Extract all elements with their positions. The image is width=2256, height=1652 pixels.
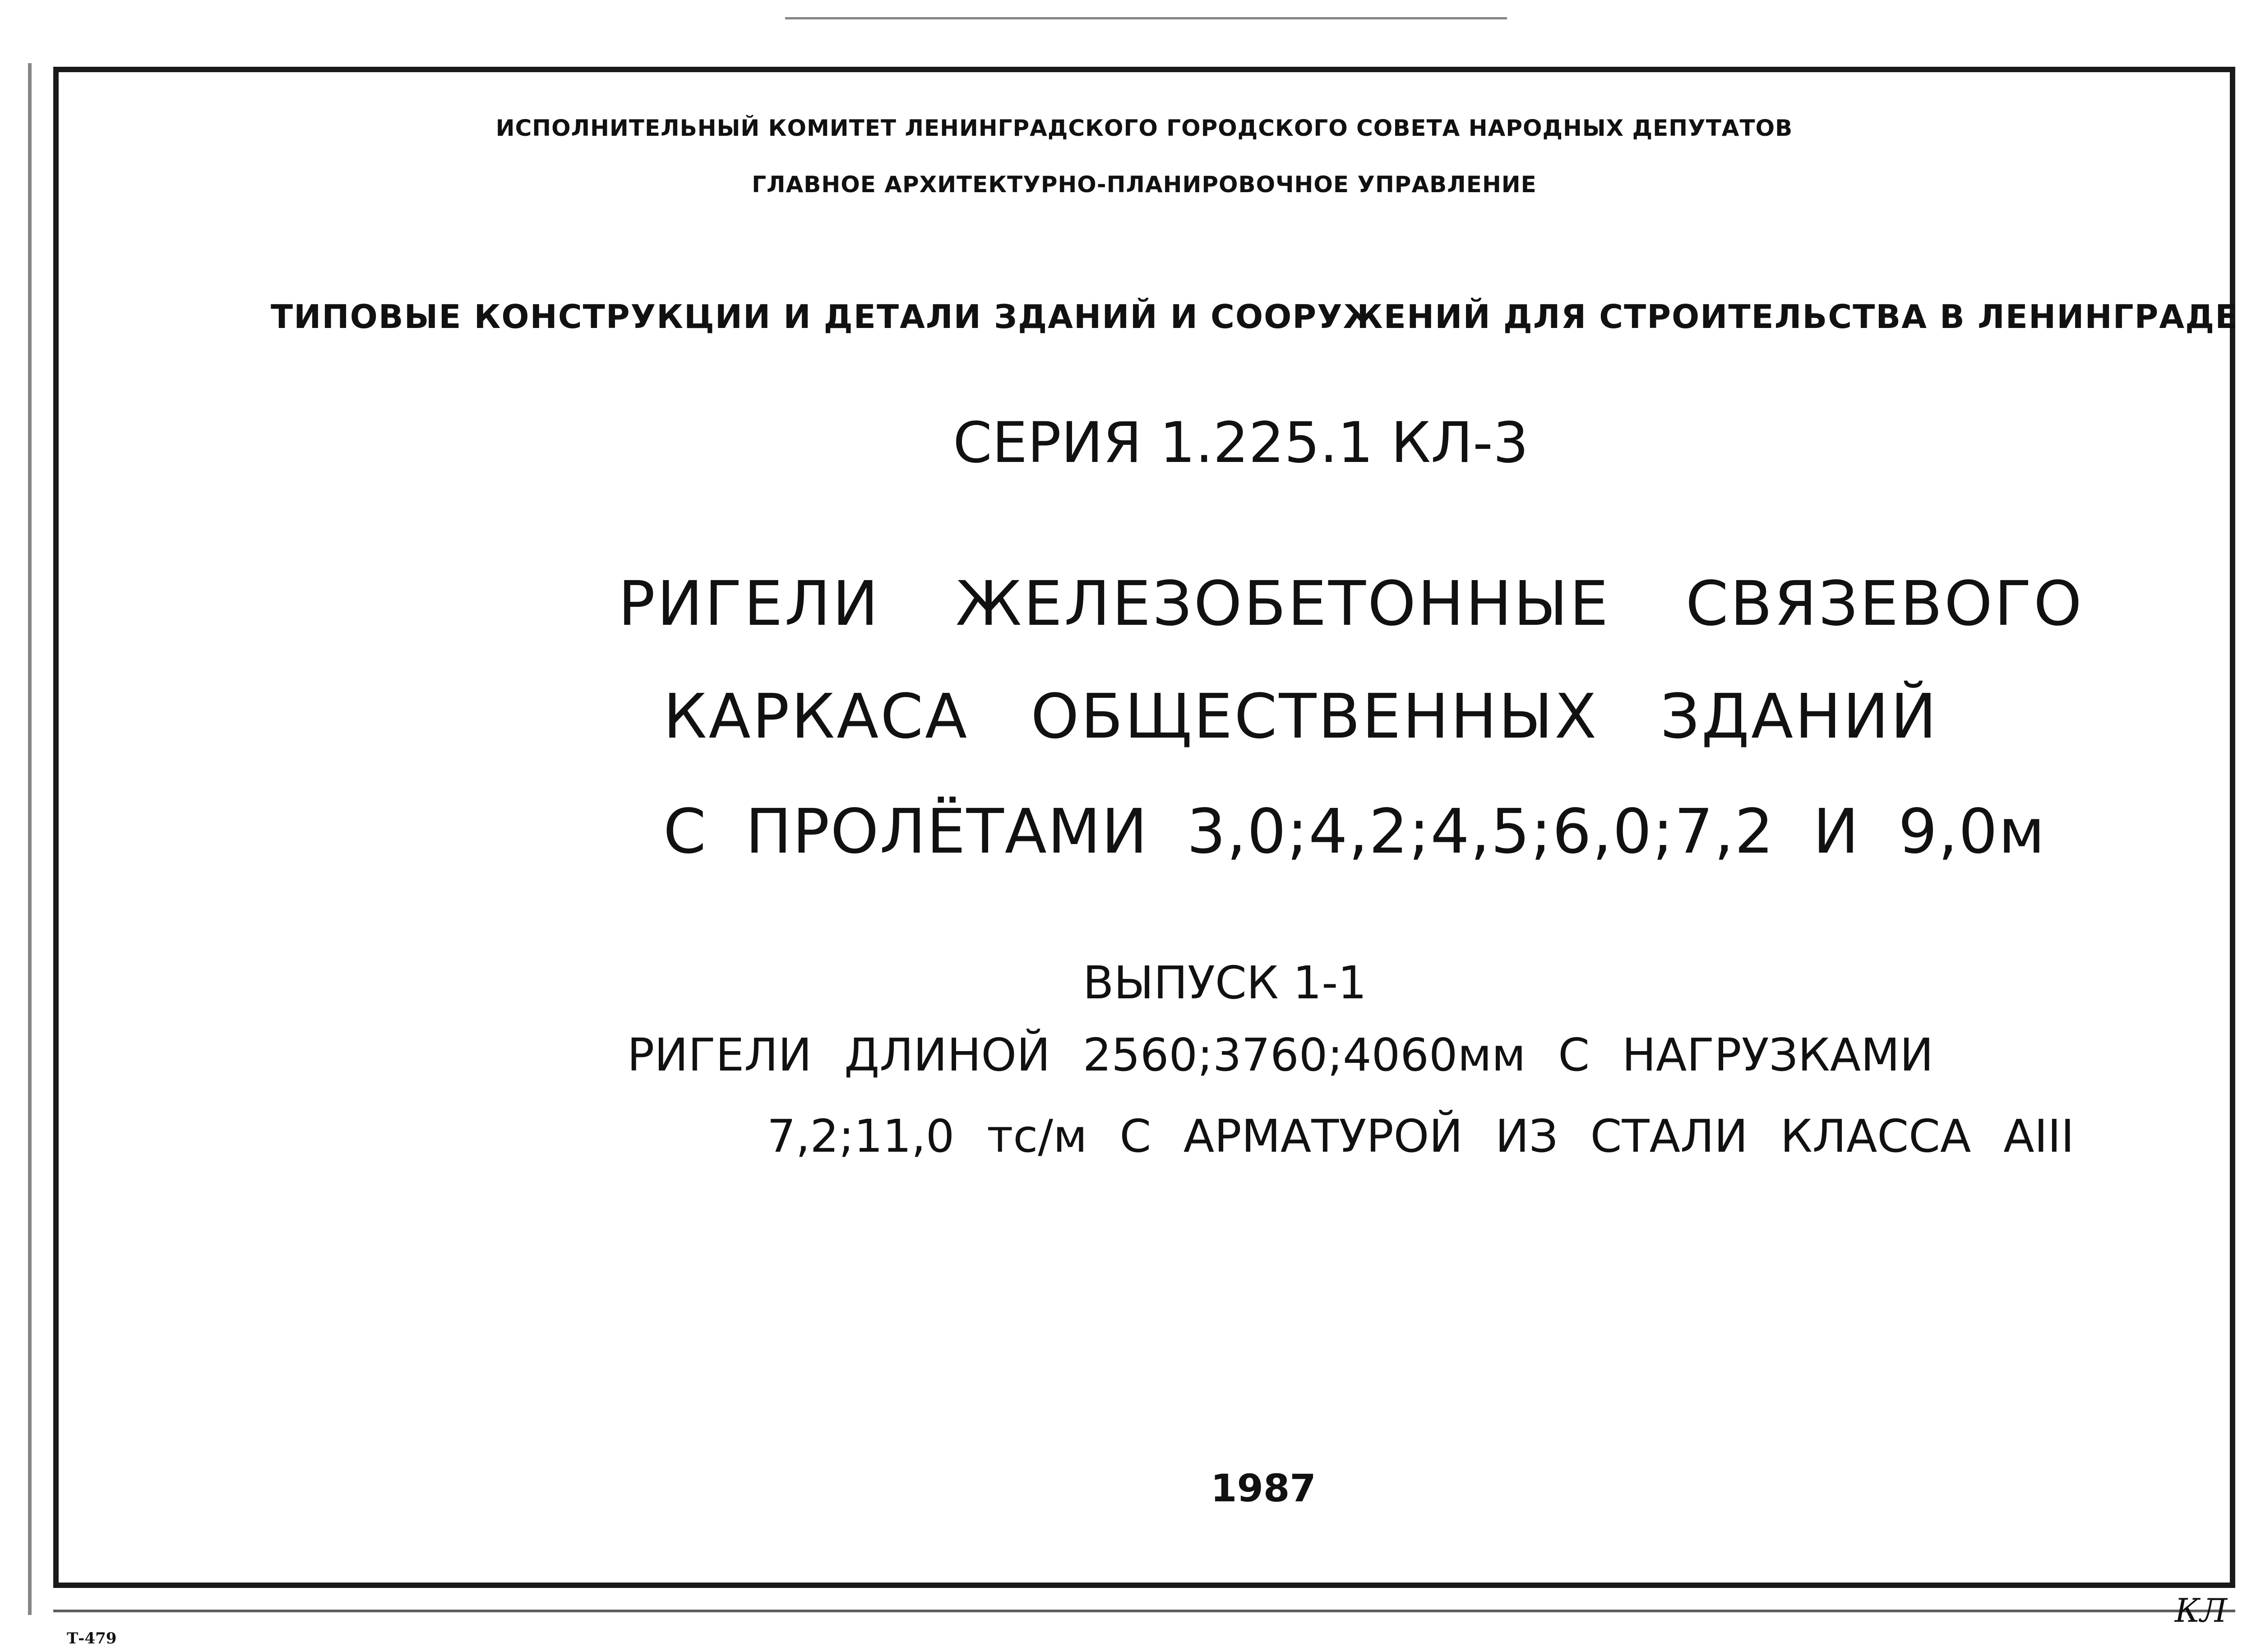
bottom-rule	[53, 1610, 2235, 1612]
left-binding-line	[28, 63, 32, 1615]
document-code: Т-479	[67, 1629, 117, 1647]
title-line-3: С ПРОЛЁТАМИ 3,0;4,2;4,5;6,0;7,2 И 9,0м	[663, 796, 2046, 868]
organization-line-2: ГЛАВНОЕ АРХИТЕКТУРНО-ПЛАНИРОВОЧНОЕ УПРАВЛЕНИЕ	[752, 171, 1537, 198]
top-edge-mark	[785, 17, 1507, 19]
document-header: ТИПОВЫЕ КОНСТРУКЦИИ И ДЕТАЛИ ЗДАНИЙ И СООРУЖЕНИЙ ДЛЯ СТРОИТЕЛЬСТВА В ЛЕНИНГРАДЕ	[271, 298, 2238, 336]
publication-year: 1987	[1211, 1466, 1316, 1510]
title-line-2: КАРКАСА ОБЩЕСТВЕННЫХ ЗДАНИЙ	[663, 681, 1938, 752]
issue-label: ВЫПУСК 1-1	[1083, 956, 1367, 1009]
issue-description-line-1: РИГЕЛИ ДЛИНОЙ 2560;3760;4060мм С НАГРУЗКАМИ	[627, 1029, 1934, 1081]
series-number: СЕРИЯ 1.225.1 КЛ-3	[953, 411, 1529, 475]
organization-line-1: ИСПОЛНИТЕЛЬНЫЙ КОМИТЕТ ЛЕНИНГРАДСКОГО ГОРОДСКОГО СОВЕТА НАРОДНЫХ ДЕПУТАТОВ	[495, 115, 1793, 141]
title-line-1: РИГЕЛИ ЖЕЛЕЗОБЕТОННЫЕ СВЯЗЕВОГО	[618, 568, 2084, 640]
issue-description-line-2: 7,2;11,0 тс/м С АРМАТУРОЙ ИЗ СТАЛИ КЛАССА АIII	[767, 1110, 2075, 1163]
handwritten-mark: КЛ	[2175, 1592, 2227, 1629]
